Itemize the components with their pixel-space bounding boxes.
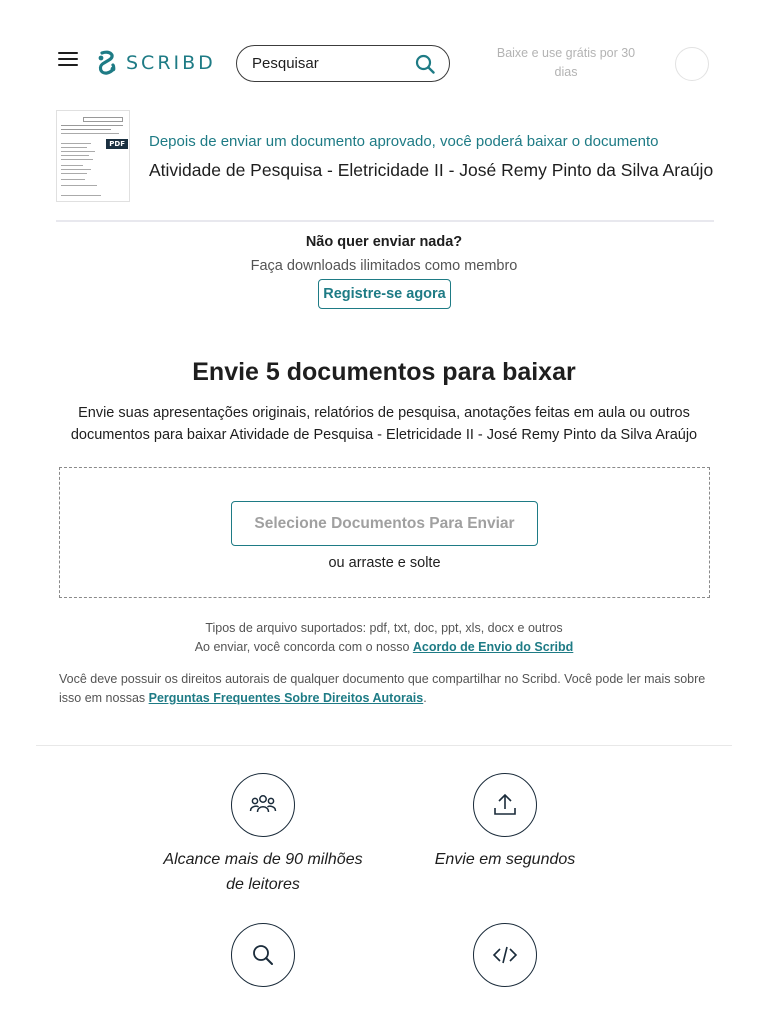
logo-text: SCRIBD [126,52,216,74]
code-icon [473,923,537,987]
search-input[interactable] [252,55,402,72]
drag-drop-text: ou arraste e solte [328,555,441,571]
search-icon [231,923,295,987]
agreement-prefix: Ao enviar, você concorda com o nosso [194,640,413,654]
upload-description: Envie suas apresentações originais, relatórios de pesquisa, anotações feitas em aula ou outros documentos para baixar Atividade de Pesquisa - Eletricidade II - José Remy Pinto da Silva Araújo [70,405,698,443]
upload-dropzone[interactable] [59,467,710,598]
copyright-faq-link[interactable]: Perguntas Frequentes Sobre Direitos Autorais [148,691,424,705]
select-documents-button[interactable]: Selecione Documentos Para Enviar [231,501,538,546]
document-subtitle: Depois de enviar um documento aprovado, você poderá baixar o documento [149,133,659,150]
copyright-prefix: Você deve possuir os direitos autorais de qualquer documento que compartilhar no Scribd. Você pode ler mais sobre isso em nossas [59,672,706,705]
no-upload-subtitle: Faça downloads ilimitados como membro [250,258,518,274]
search-icon[interactable] [415,54,435,74]
pdf-badge: PDF [106,139,128,149]
hamburger-menu-icon[interactable] [58,52,80,74]
document-title[interactable]: Atividade de Pesquisa - Eletricidade II - José Remy Pinto da Silva Araújo [149,160,714,180]
feature-label-reach: Alcance mais de 90 milhões de leitores [163,851,363,893]
free-trial-link[interactable]: Baixe e use grátis por 30 dias [496,46,636,79]
scribd-logo-icon [96,50,118,76]
copyright-notice [59,670,709,708]
upload-agreement-text [0,640,768,654]
document-thumbnail [56,110,130,202]
upload-icon [473,773,537,837]
file-types-text: Tipos de arquivo suportados: pdf, txt, doc, ppt, xls, docx e outros [205,621,563,635]
upload-title: Envie 5 documentos para baixar [192,358,576,386]
top-header [0,0,768,126]
no-upload-title: Não quer enviar nada? [305,234,463,250]
people-icon [231,773,295,837]
divider [56,220,714,222]
divider [36,745,732,746]
scribd-logo[interactable] [96,50,216,76]
upload-agreement-link[interactable]: Acordo de Envio do Scribd [412,640,574,654]
feature-label-upload: Envie em segundos [434,851,576,868]
search-box[interactable] [236,45,450,82]
user-avatar[interactable] [675,47,709,81]
register-button[interactable]: Registre-se agora [318,279,451,309]
copyright-suffix: . [423,691,427,705]
